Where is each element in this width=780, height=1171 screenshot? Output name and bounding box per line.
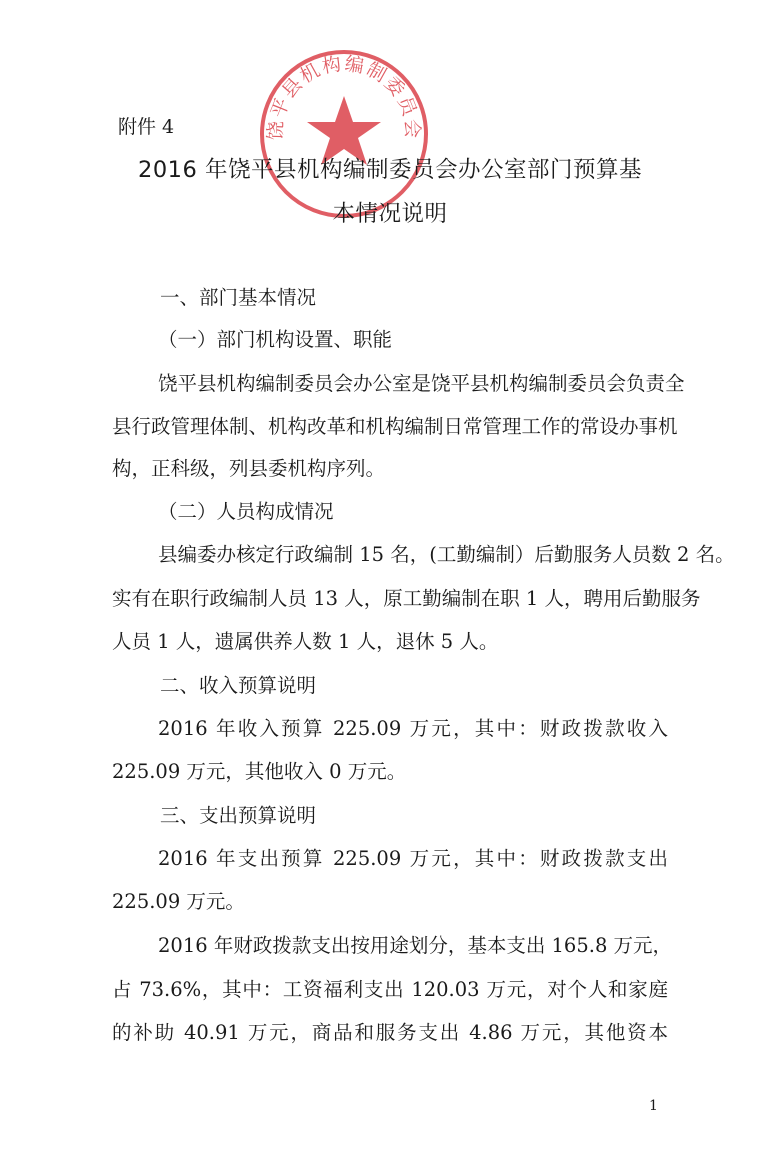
paragraph-line: 的补助 40.91 万元，商品和服务支出 4.86 万元，其他资本 xyxy=(112,1021,668,1044)
paragraph-line: 2016 年支出预算 225.09 万元，其中：财政拨款支出 xyxy=(158,847,668,870)
paragraph-line: 225.09 万元，其他收入 0 万元。 xyxy=(112,760,407,783)
page-title: 2016 年饶平县机构编制委员会办公室部门预算基 xyxy=(138,157,642,183)
page-number: 1 xyxy=(649,1098,658,1114)
section-heading: 三、支出预算说明 xyxy=(160,804,317,827)
attachment-label: 附件 4 xyxy=(118,116,175,138)
paragraph-line: 人员 1 人，遗属供养人数 1 人，退休 5 人。 xyxy=(112,630,499,653)
paragraph-line: 占 73.6%，其中：工资福利支出 120.03 万元，对个人和家庭 xyxy=(112,978,668,1001)
section-heading: 一、部门基本情况 xyxy=(160,286,317,309)
paragraph-line: 225.09 万元。 xyxy=(112,890,245,913)
subsection-heading: （二）人员构成情况 xyxy=(158,500,334,523)
official-seal xyxy=(258,48,430,220)
paragraph-line: 实有在职行政编制人员 13 人，原工勤编制在职 1 人，聘用后勤服务 xyxy=(112,587,701,610)
paragraph-line: 2016 年收入预算 225.09 万元，其中：财政拨款收入 xyxy=(158,717,668,740)
paragraph-line: 县编委办核定行政编制 15 名，(工勤编制）后勤服务人员数 2 名。 xyxy=(158,543,735,566)
paragraph-line: 2016 年财政拨款支出按用途划分，基本支出 165.8 万元， xyxy=(158,934,673,957)
page-title-continued: 本情况说明 xyxy=(332,201,448,227)
paragraph-line: 饶平县机构编制委员会办公室是饶平县机构编制委员会负责全 xyxy=(158,372,685,395)
subsection-heading: （一）部门机构设置、职能 xyxy=(158,328,393,351)
paragraph-line: 县行政管理体制、机构改革和机构编制日常管理工作的常设办事机 xyxy=(112,415,678,438)
paragraph-line: 构，正科级，列县委机构序列。 xyxy=(112,457,386,480)
svg-text:饶平县机构编制委员会: 饶平县机构编制委员会 xyxy=(264,52,424,141)
section-heading: 二、收入预算说明 xyxy=(160,674,317,697)
